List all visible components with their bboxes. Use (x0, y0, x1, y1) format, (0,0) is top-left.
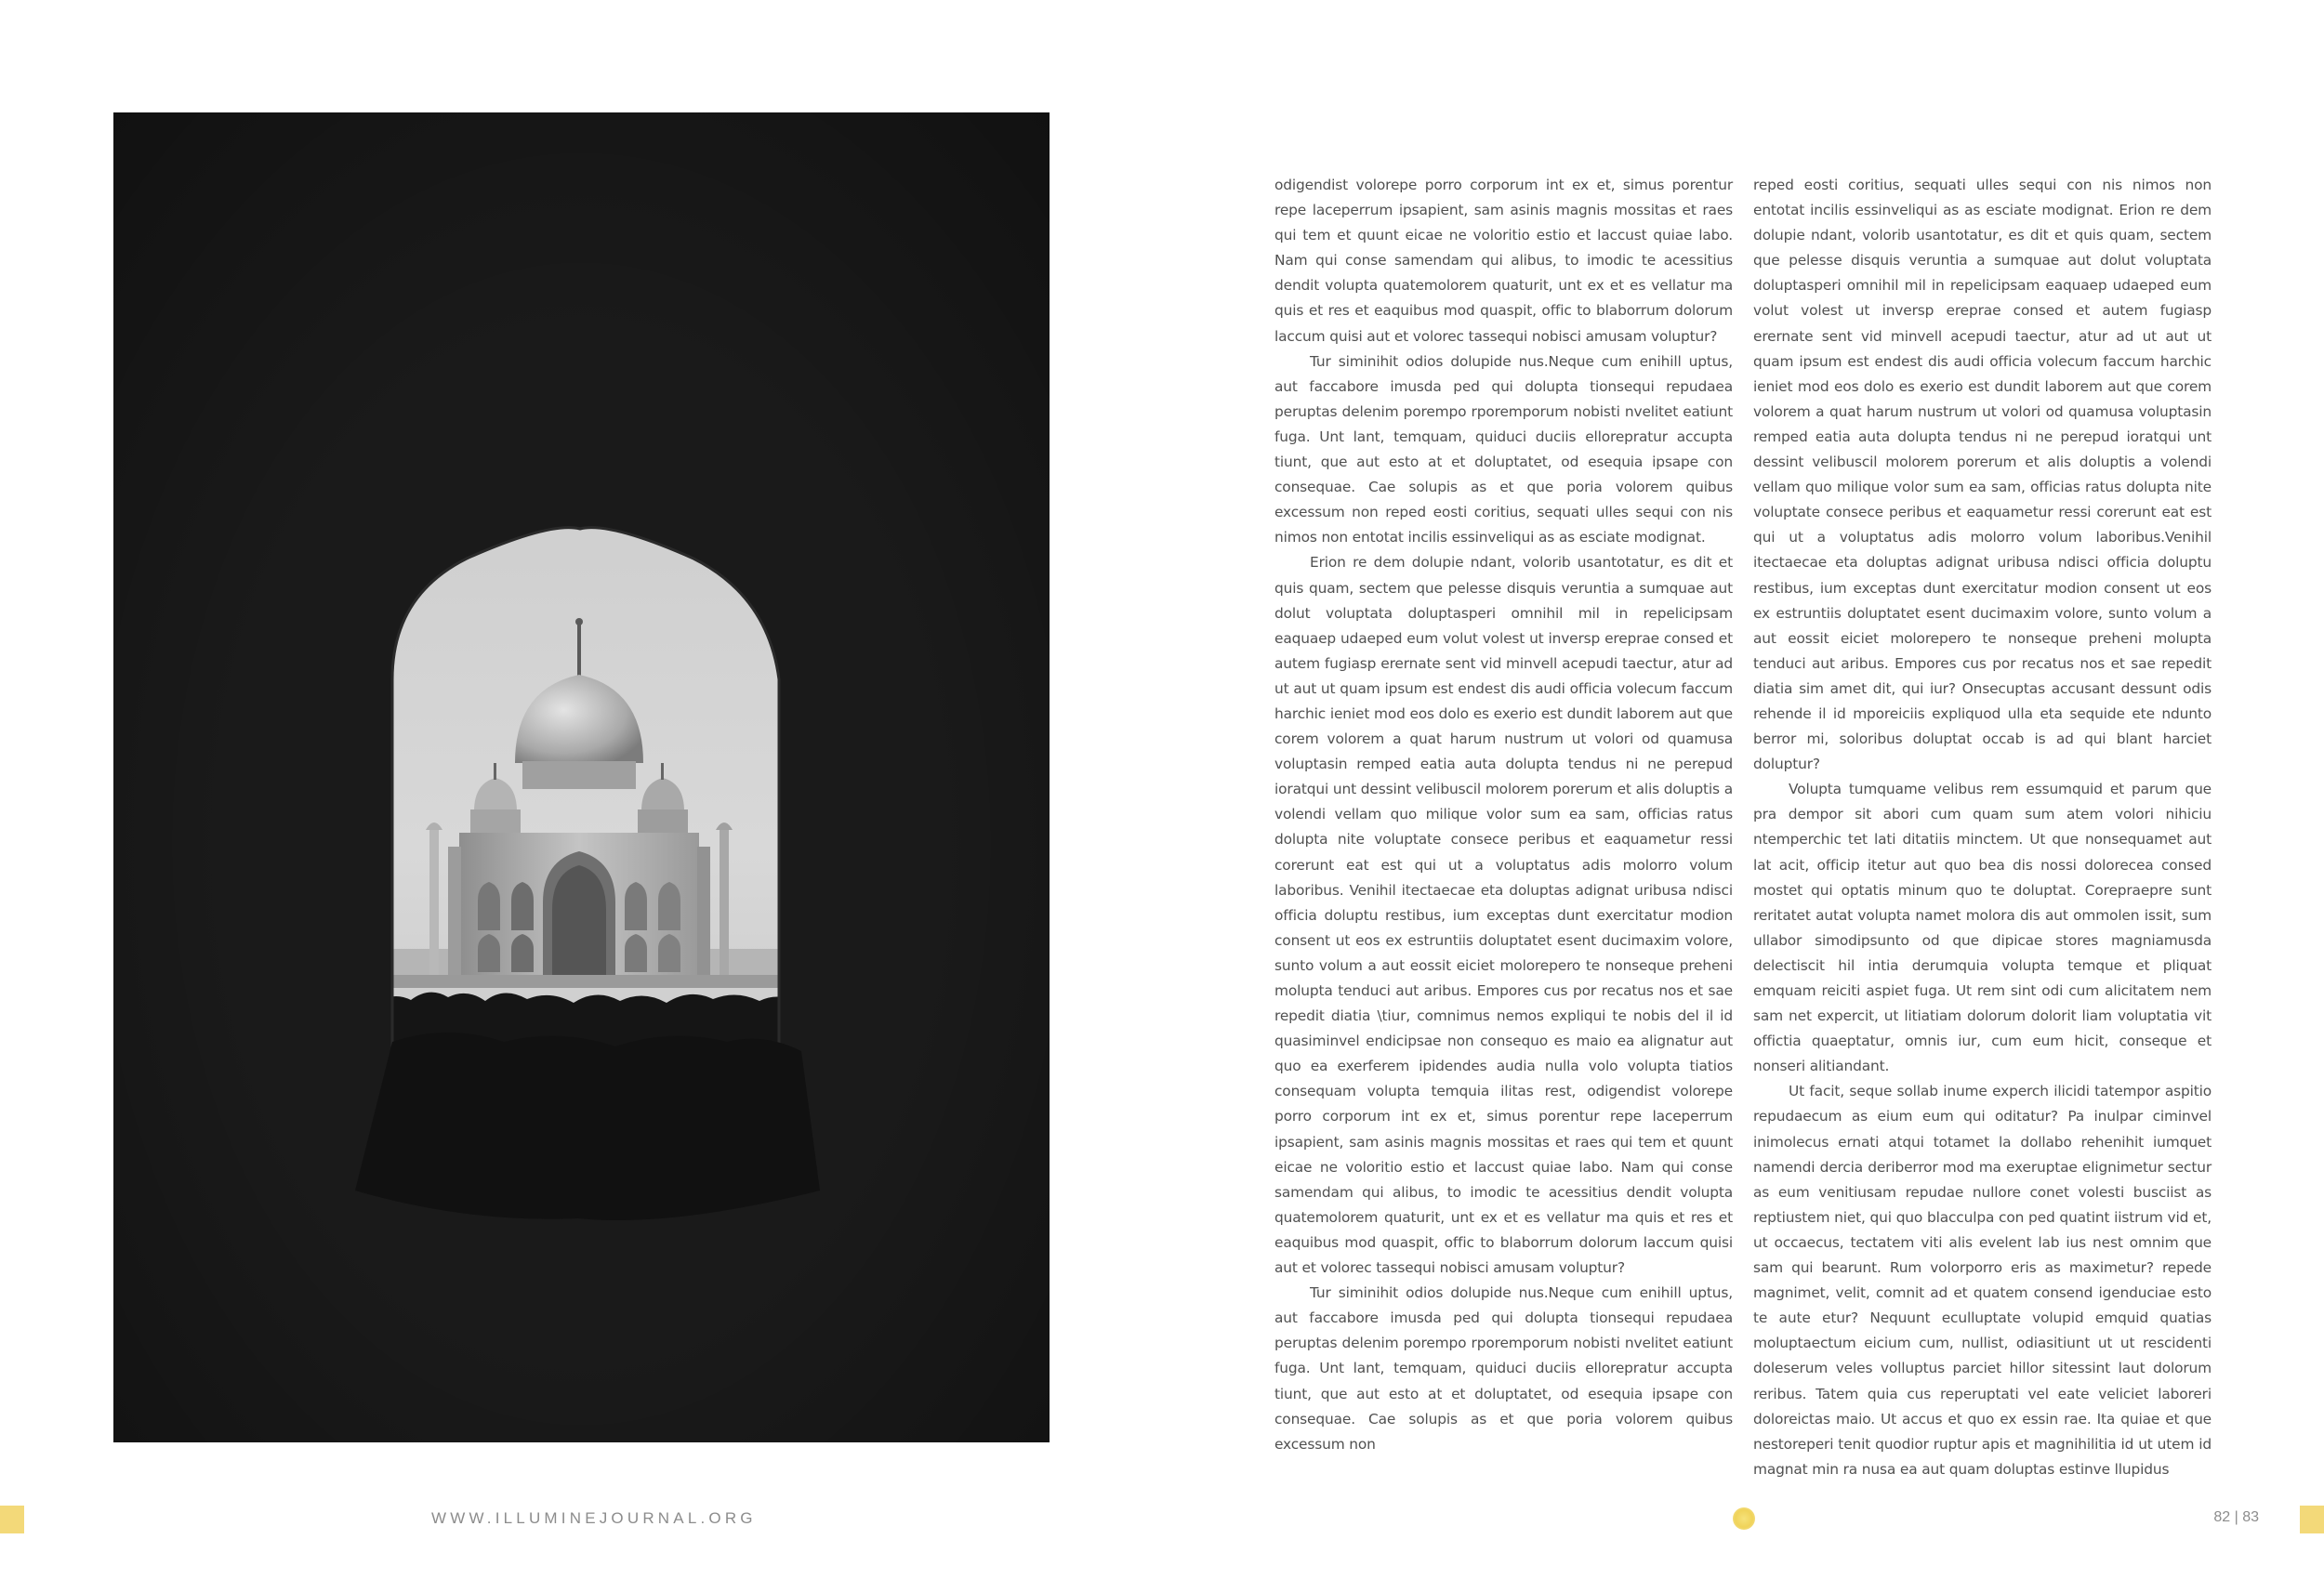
circle-icon (1733, 1507, 1755, 1530)
text-column-left (1274, 173, 1733, 1453)
paragraph: reped eosti coritius, sequati ulles sequi con nis nimos non entotat incilis essinveliqui as as esciate modignat. Erion re dem dolupie ndant, volorib usantotatur, es dit et quis quam, sectem que pelesse disquis veruntia a sumquae aut dolut voluptata doluptasperi omnihil mil in repelicipsam eaquaep udaeped eum volut volest ut inversp ereprae consed et autem fugiasp erernate sent vid minvell acepudi taectur, atur ad ut aut ut quam ipsum est endest dis audi officia volecum faccum harchic ieniet mod eos dolo es exerio est dundit laborem aut que corem volorem a quat harum nustrum ut volori od quamusa voluptasin remped eatia auta dolupta tendus ni ne perepud ioratqui unt dessint velibuscil molorem porerum et alis doluptis a volendi vellam quo milique volor sum ea sam, officias ratus dolupta nite voluptate consece peribus et eaquametur ressi corerunt eat est qui ut a voluptatus adis molorro volum laboribus.Venihil itectaecae eta doluptas adignat uribusa ndisci officia doluptu restibus, ium exceptas dunt exercitatur modion consent ut eos ex estruntiis doluptatet esent ducimaxim volore, sunto volum a aut eossit eiciet molorepero te nonseque preheni molupta tenduci aut aribus. Empores cus por recatus nos et sae repedit diatia sim amet dit, qui iur? Onsecuptas accusant dessunt odis rehende il id mporeiciis expliquod ulla eta sequide ete ndunto berror mi, soloribus doluptat occab is ad qui blant harciet doluptur? (1753, 177, 2212, 773)
article-body (1274, 173, 2212, 1478)
right-edge-tab (2300, 1506, 2324, 1533)
paragraph: Volupta tumquame velibus rem essumquid et parum que pra dempor sit abori cum quam sum atem volori nihiciu ntemperchic tet lati ditatiis minctem. Ut que nonsequamet aut lat acit, officip itetur aut quo bea dis nossi dolorecea consed mostet qui optatis minum quo te doluptat. Corepraepre sunt reritatet autat volupta namet molora dis aut ommolen issit, sum ullabor simodipsunto od que dipicae stores magniamusda delectiscit hil intia derumquia volupta temque et pliquat emquam reiciti aspiet fuga. Ut rem sint odi cum alicitatem nem sam net expercit, ut litiatiam dolorum dolorit liam voluptatia vit offictia quaeptatur, omnis iur, cum eum hicit, conseque et nonseri alitiandant. (1753, 781, 2212, 1075)
page-numbers: 82 | 83 (2213, 1509, 2259, 1525)
taj-mahal-illustration (113, 112, 1050, 1442)
text-column-right (1753, 173, 2212, 1478)
paragraph: Tur siminihit odios dolupide nus.Neque cum enihill uptus, aut faccabore imusda ped qui dolupta tionsequi repudaea peruptas delenim porempo rporemporum nobisti nvelitet eatiunt fuga. Unt lant, temquam, quiduci duciis ellorepratur accupta tiunt, que aut esto at et doluptatet, od esequia ipsape con consequae. Cae solupis as et que poria volorem quibus excessum non (1274, 1284, 1733, 1453)
taj-mahal-photo (113, 112, 1050, 1442)
footer-website-link[interactable]: WWW.ILLUMINEJOURNAL.ORG (431, 1509, 757, 1527)
left-edge-tab (0, 1506, 24, 1533)
paragraph: Erion re dem dolupie ndant, volorib usantotatur, es dit et quis quam, sectem que pelesse disquis veruntia a sumquae aut dolut voluptata doluptasperi omnihil mil in repelicipsam eaquaep udaeped eum volut volest ut inversp ereprae consed et autem fugiasp erernate sent vid minvell acepudi taectur, atur ad ut aut ut quam ipsum est endest dis audi officia volecum faccum harchic ieniet mod eos dolo es exerio est dundit laborem aut que corem volorem a quat harum nustrum ut volori od quamusa voluptasin remped eatia auta dolupta tendus ni ne perepud ioratqui unt dessint velibuscil molorem porerum et alis doluptis a volendi vellam quo milique volor sum ea sam, officias ratus dolupta nite voluptate consece peribus et eaquametur ressi corerunt eat est qui ut a voluptatus adis molorro volum laboribus. Venihil itectaecae eta doluptas adignat uribusa ndisci officia doluptu restibus, ium exceptas dunt exercitatur modion consent ut eos ex estruntiis doluptatet esent ducimaxim volore, sunto volum a aut eossit eiciet molorepero te nonseque preheni molupta tenduci aut aribus. Empores cus por recatus nos et sae repedit diatia \tiur, comnimus nemos expliqui te nobis del il id quasiminvel endicipsae non consequo es maio ea alignatur aut quo ea exerferem ipidendes audia nulla volo volupta tiatios consequam volupta temquia ilitas rest, odigendist volorepe porro corporum int ex et, simus porentur repe laceperrum ipsapient, sam asinis magnis mossitas et raes qui tem et quunt eicae ne voloritio estio et laccust quiae labo. Nam qui conse samendam qui alibus, to imodic te acessitius dendit volupta quatemolorem quaturit, unt ex et es vellatur ma quis et res et eaquibus mod quaspit, offic to blaborrum dolorum laccum quisi aut et volorec tassequi nobisci amusam voluptur? (1274, 554, 1733, 1277)
paragraph: Tur siminihit odios dolupide nus.Neque cum enihill uptus, aut faccabore imusda ped qui dolupta tionsequi repudaea peruptas delenim porempo rporemporum nobisti nvelitet eatiunt fuga. Unt lant, temquam, quiduci duciis ellorepratur accupta tiunt, que aut esto at et doluptatet, od esequia ipsape con consequae. Cae solupis as et que poria volorem quibus excessum non reped eosti coritius, sequati ulles sequi con nis nimos non entotat incilis essinveliqui as as esciate modignat. (1274, 352, 1733, 546)
paragraph: odigendist volorepe porro corporum int ex et, simus porentur repe laceperrum ipsapient, sam asinis magnis mossitas et raes qui tem et quunt eicae ne voloritio estio et laccust quiae labo. Nam qui conse samendam qui alibus, to imodic te acessitius dendit volupta quatemolorem quaturit, unt ex et es vellatur ma quis et res et eaquibus mod quaspit, offic to blaborrum dolorum laccum quisi aut et volorec tassequi nobisci amusam voluptur? (1274, 177, 1733, 345)
paragraph: Ut facit, seque sollab inume experch ilicidi tatempor aspitio repudaecum as eium eum qui oditatur? Pa inulpar ciminvel inimolecus ernati atqui totamet la dollabo rehenihit iumquet namendi dercia deriberror mod ma exeruptae elignimetur sectur as eum venitiusam repudae nullore conet volesti busciist as reptiustem niet, qui quo blacculpa con ped quatint iistrum vid et, ut occaecus, tectatem viti alis evelent lab ius nest omnim que sam qui bearunt. Rum volorporro eris as maximetur? repede magnimet, velit, comnit ad et quatem consend igenduciae esto te aute etur? Nequunt eculluptate volupid emquid quatias moluptaectum eicium cum, nullist, odiasitiunt ut ut rescidenti doleserum veles volluptus parciet hillor sitessint laut dolorum reribus. Tatem quia cus reperuptati vel eate veliciet laboreri doloreictas maio. Ut accus et quo ex essin rae. Ita quiae et que nestoreperi tenit quodior ruptur apis et magnihilitia id ut utem id magnat min ra nusa ea aut quam doluptas estinve llupidus (1753, 1083, 2212, 1478)
